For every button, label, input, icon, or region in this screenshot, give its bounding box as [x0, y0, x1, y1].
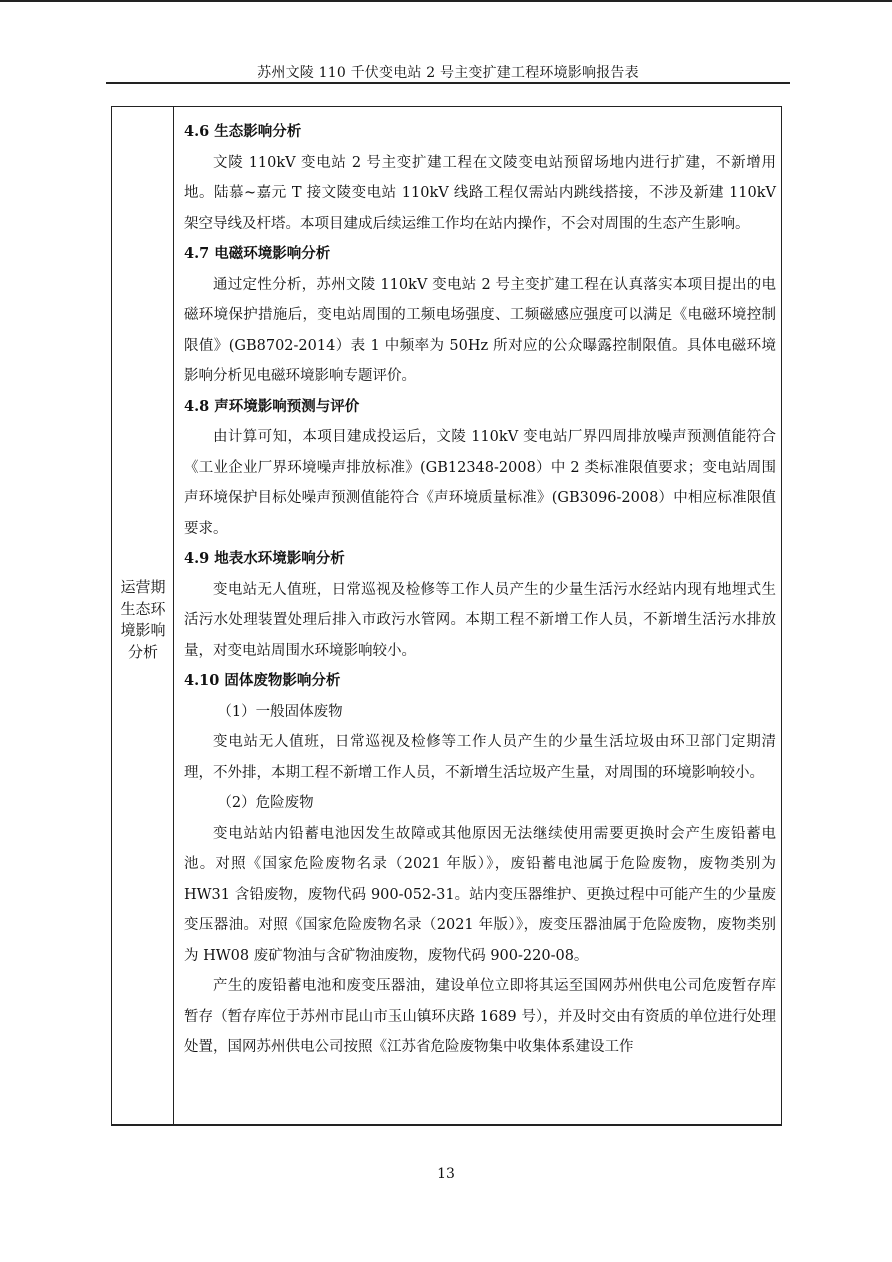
paragraph-waste-disposal: 产生的废铅蓄电池和废变压器油，建设单位立即将其运至国网苏州供电公司危废暂存库暂存（暂存库位于苏州市昆山市玉山镇环庆路 1689 号），并及时交由有资质的单位进行处理处置，国网苏州供电公司按照《江苏省危险废物集中收集体系建设工作 — [184, 978, 776, 1055]
section-heading-ecology: 4.6 生态影响分析 — [184, 123, 302, 140]
category-label-line: 生态环 — [120, 599, 166, 618]
paragraph-electromagnetic: 通过定性分析，苏州文陵 110kV 变电站 2 号主变扩建工程在认真落实本项目提出的电磁环境保护措施后，变电站周围的工频电场强度、工频磁感应强度可以满足《电磁环境控制限值》(GB8702-2014）表 1 中频率为 50Hz 所对应的公众曝露控制限值。具体电磁环境影响分析见电磁环境影响专题评价。 — [184, 276, 776, 384]
running-header: 苏州文陵 110 千伏变电站 2 号主变扩建工程环境影响报告表 — [257, 65, 639, 81]
paragraph-ecology: 文陵 110kV 变电站 2 号主变扩建工程在文陵变电站预留场地内进行扩建，不新增用地。陆慕~嘉元 T 接文陵变电站 110kV 线路工程仅需站内跳线搭接，不涉及新建 110kV 架空导线及杆塔。本项目建成后续运维工作均在站内操作，不会对周围的生态产生影响。 — [184, 154, 776, 232]
section-heading-electromagnetic: 4.7 电磁环境影响分析 — [184, 245, 331, 262]
category-label-line: 运营期 — [120, 578, 166, 596]
section-heading-solid-waste: 4.10 固体废物影响分析 — [184, 672, 341, 689]
report-table — [111, 106, 782, 1126]
paragraph-general-waste: 变电站无人值班，日常巡视及检修等工作人员产生的少量生活垃圾由环卫部门定期清理，不外排，本期工程不新增工作人员，不新增生活垃圾产生量，对周围的环境影响较小。 — [184, 734, 776, 781]
paragraph-hazardous-waste: 变电站站内铅蓄电池因发生故障或其他原因无法继续使用需要更换时会产生废铅蓄电池。对照《国家危险废物名录（2021 年版）》，废铅蓄电池属于危险废物，废物类别为 HW31 含铅废物，废物代码 900-052-31。站内变压器维护、更换过程中可能产生的少量废变压器油。对照《国家危险废物名录（2021 年版）》，废变压器油属于危险废物，废物类别为 HW08 废矿物油与含矿物油废物，废物代码 900-220-08。 — [184, 825, 776, 964]
category-cell — [112, 107, 174, 1124]
page-number: 13 — [437, 1166, 455, 1182]
category-label — [112, 577, 174, 663]
category-label-line: 境影响 — [120, 621, 166, 639]
paragraph-noise: 由计算可知，本项目建成投运后，文陵 110kV 变电站厂界四周排放噪声预测值能符合《工业企业厂界环境噪声排放标准》(GB12348-2008）中 2 类标准限值要求；变电站周围声环境保护目标处噪声预测值能符合《声环境质量标准》(GB3096-2008）中相应标准限值要求。 — [184, 429, 776, 537]
paragraph-surface-water: 变电站无人值班，日常巡视及检修等工作人员产生的少量生活污水经站内现有地埋式生活污水处理装置处理后排入市政污水管网。本期工程不新增工作人员，不新增生活污水排放量，对变电站周围水环境影响较小。 — [184, 581, 776, 659]
subheading-hazardous-waste: （2）危险废物 — [217, 795, 314, 811]
header-rule — [106, 82, 790, 84]
section-heading-surface-water: 4.9 地表水环境影响分析 — [184, 550, 345, 567]
category-label-line: 分析 — [127, 642, 158, 661]
analysis-content — [184, 117, 776, 1063]
subheading-general-waste: （1）一般固体废物 — [217, 703, 343, 720]
top-border — [0, 0, 892, 2]
section-heading-noise: 4.8 声环境影响预测与评价 — [184, 397, 360, 415]
